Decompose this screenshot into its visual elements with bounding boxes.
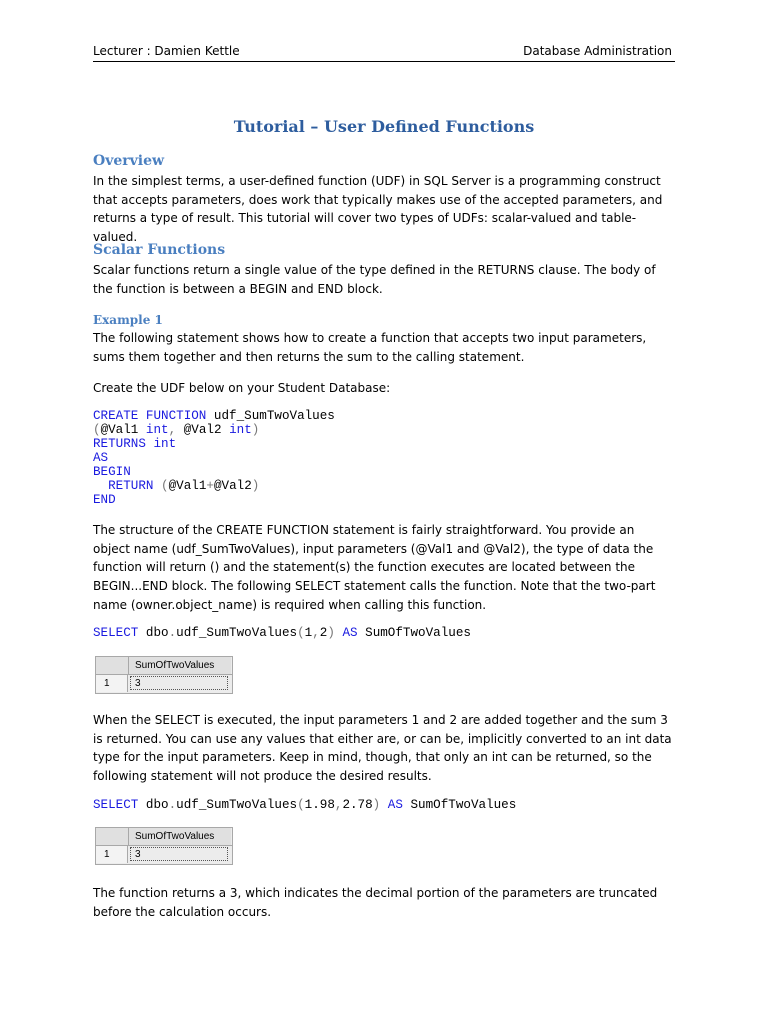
page-title: Tutorial – User Defined Functions [233,117,535,136]
grid-column-header: SumOfTwoValues [129,657,231,674]
code-operator: ( [153,479,169,493]
code-keyword: AS [380,798,403,812]
code-text: dbo [138,798,169,812]
scalar-heading: Scalar Functions [93,242,226,258]
example1-instruction: Create the UDF below on your Student Database: [93,381,391,395]
code-keyword: RETURN [108,479,154,493]
result-grid-2 [95,827,233,865]
grid-corner-cell [96,657,129,674]
code-keyword: AS [334,626,358,640]
structure-explanation: The structure of the CREATE FUNCTION statement is fairly straightforward. You provide an object name (udf_SumTwoValues), input parameters (@Val1 and @Val2), the type of data the function will return () and the statement(s) the function executes are located between the BEGIN...END block. The following SELECT statement calls the function. Note that the two-part name (owner.object_name) is required when calling this function. [93,523,656,612]
code-keyword: int [229,423,252,437]
grid-value-cell[interactable]: 3 [130,676,228,690]
code-operator: ( [297,798,305,812]
code-text: SumOfTwoValues [402,798,517,812]
select-statement-2 [93,798,675,812]
overview-text: In the simplest terms, a user-defined function (UDF) in SQL Server is a programming construct that accepts parameters, does work that typically makes use of the accepted parameters, and returns a type of result. This tutorial will cover two types of UDFs: scalar-valued and table-valued. [93,174,663,245]
grid-value-cell[interactable]: 3 [130,847,228,861]
code-operator: ) [251,479,260,493]
truncation-text: The function returns a 3, which indicates the decimal portion of the parameters are truncated before the calculation occurs. [93,886,658,919]
code-text: 1 [304,626,313,640]
code-text: 1.98 [304,798,335,812]
code-operator: . [168,626,177,640]
code-text: 2.78 [342,798,373,812]
header-lecturer: Lecturer : Damien Kettle [93,44,240,58]
code-operator: ( [93,423,101,437]
code-keyword: AS [93,451,109,465]
overview-heading: Overview [93,153,165,169]
grid-corner-cell [96,828,129,845]
result-grid-1 [95,656,233,694]
code-operator: + [206,479,214,493]
code-keyword: SELECT [93,626,139,640]
code-operator: ) [327,626,335,640]
implicit-conversion-text: When the SELECT is executed, the input parameters 1 and 2 are added together and the sum 3 is returned. You can use any values that either are, or can be, implicitly converted to an int data type for the input parameters. Keep in mind, though, that only an int can be returned, so the following statement will not produce the desired results. [93,713,672,784]
header-course: Database Administration [523,44,672,58]
grid-header-row [96,828,232,846]
code-operator: ) [372,798,381,812]
grid-row-number: 1 [96,846,128,863]
code-text: SumOfTwoValues [357,626,471,640]
code-keyword: int [145,423,169,437]
code-operator: ) [251,423,260,437]
code-text: 2 [319,626,328,640]
grid-column-header: SumOfTwoValues [129,828,231,845]
create-function-code [93,409,675,507]
code-operator: , [312,626,320,640]
example1-heading: Example 1 [93,313,163,327]
code-text: dbo [138,626,169,640]
example1-intro: The following statement shows how to create a function that accepts two input parameters, sums them together and then returns the sum to the calling statement. [93,331,647,364]
code-keyword: END [93,493,116,507]
page-header [93,42,675,62]
grid-row-number: 1 [96,675,128,692]
code-text: udf_SumTwoValues [176,798,298,812]
code-keyword: SELECT [93,798,139,812]
grid-header-row [96,657,232,675]
code-keyword: BEGIN [93,465,131,479]
scalar-text: Scalar functions return a single value of the type defined in the RETURNS clause. The body of the function is between a BEGIN and END block. [93,263,656,296]
code-operator: . [168,798,177,812]
code-keyword: CREATE FUNCTION [93,409,207,423]
code-operator: ( [297,626,305,640]
code-operator: , [334,798,343,812]
code-text: @Val2 [213,479,252,493]
code-keyword: RETURNS int [93,437,177,451]
select-statement-1 [93,626,675,640]
code-text: udf_SumTwoValues [176,626,298,640]
code-text: @Val1 [168,479,207,493]
code-operator: , [168,423,177,437]
code-text: @Val2 [176,423,230,437]
code-text: udf_SumTwoValues [206,409,335,423]
code-text: @Val1 [100,423,146,437]
